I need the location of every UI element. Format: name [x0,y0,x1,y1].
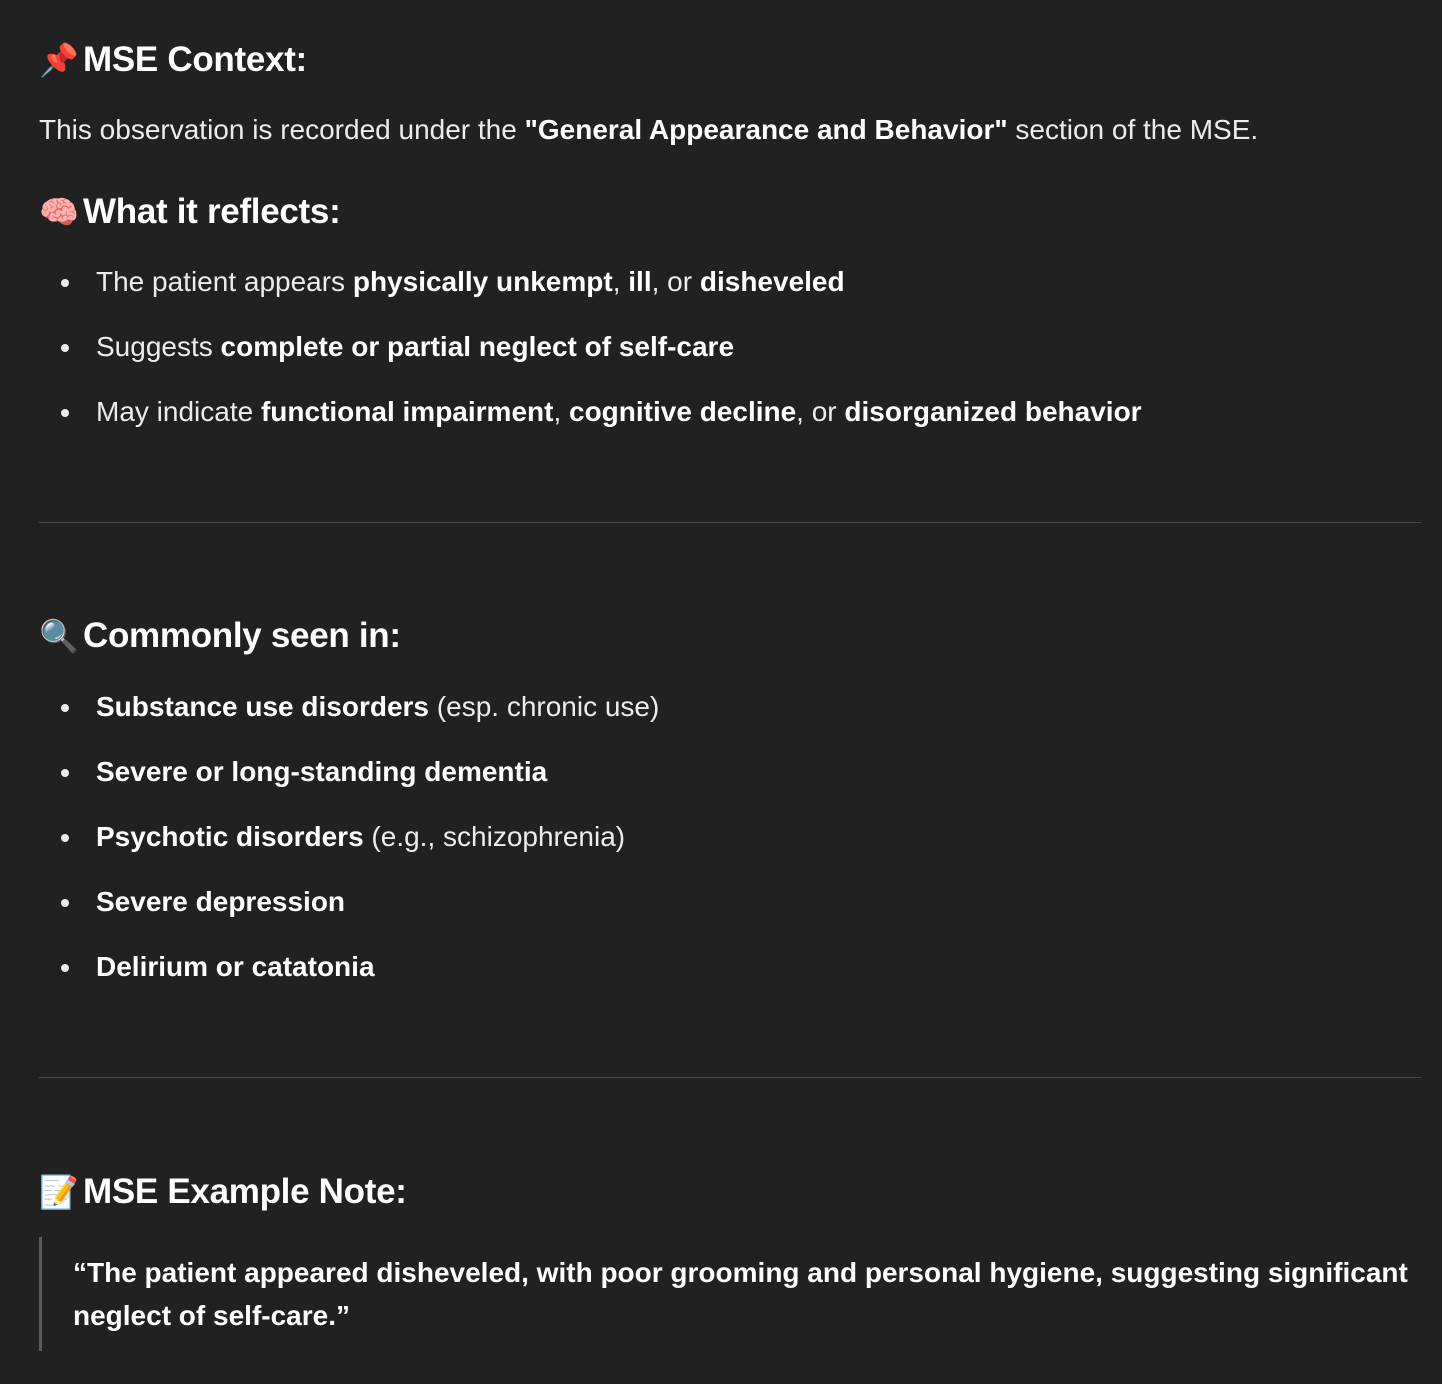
item-bold: Severe depression [96,886,346,917]
heading-text: MSE Example Note: [83,1172,407,1211]
pushpin-icon: 📌 [39,41,79,79]
item-bold: cognitive decline [569,396,797,427]
item-bold: physically unkempt [352,266,613,297]
brain-icon: 🧠 [39,193,79,231]
item-text: (esp. chronic use) [429,691,660,722]
item-text: , [553,396,569,427]
item-bold: ill [628,266,652,297]
heading-mse-context [39,40,307,80]
divider [39,522,1421,523]
item-text: The patient appears [96,266,353,297]
heading-text: Commonly seen in: [83,616,401,655]
item-bold: complete or partial neglect of self-care [220,331,735,362]
item-text: (e.g., schizophrenia) [363,821,626,852]
item-text: , or [651,266,700,297]
item-bold: Psychotic disorders [96,821,364,852]
list-item [39,687,659,727]
heading-text: What it reflects: [83,192,341,231]
context-paragraph [39,110,1258,149]
magnifying-glass-icon: 🔍 [39,617,79,655]
item-bold: Substance use disorders [96,691,430,722]
list-item [39,882,659,922]
item-text: May indicate [96,396,261,427]
list-item [39,817,659,857]
heading-text: MSE Context: [83,40,307,79]
quote-text: “The patient appeared disheveled, with poor grooming and personal hygiene, suggesting significant neglect of self-care.” [73,1257,1408,1331]
reflects-list [39,262,1142,432]
item-bold: disheveled [699,266,845,297]
context-text-bold: "General Appearance and Behavior" [524,114,1008,145]
item-text: , or [796,396,845,427]
heading-commonly-seen-in [39,616,401,656]
item-bold: disorganized behavior [844,396,1142,427]
memo-icon: 📝 [39,1173,79,1211]
item-bold: functional impairment [260,396,554,427]
context-text-after: section of the MSE. [1007,114,1259,145]
item-bold: Severe or long-standing dementia [96,756,548,787]
item-bold: Delirium or catatonia [96,951,375,982]
commonly-seen-list [39,687,659,987]
heading-what-it-reflects [39,192,340,232]
list-item [39,262,1142,302]
list-item [39,752,659,792]
divider [39,1077,1421,1078]
list-item [39,947,659,987]
context-text-before: This observation is recorded under the [39,114,525,145]
heading-mse-example-note [39,1172,407,1212]
item-text: Suggests [96,331,221,362]
item-text: , [612,266,629,297]
list-item [39,392,1142,432]
list-item [39,327,1142,367]
example-note-quote [39,1237,1419,1351]
